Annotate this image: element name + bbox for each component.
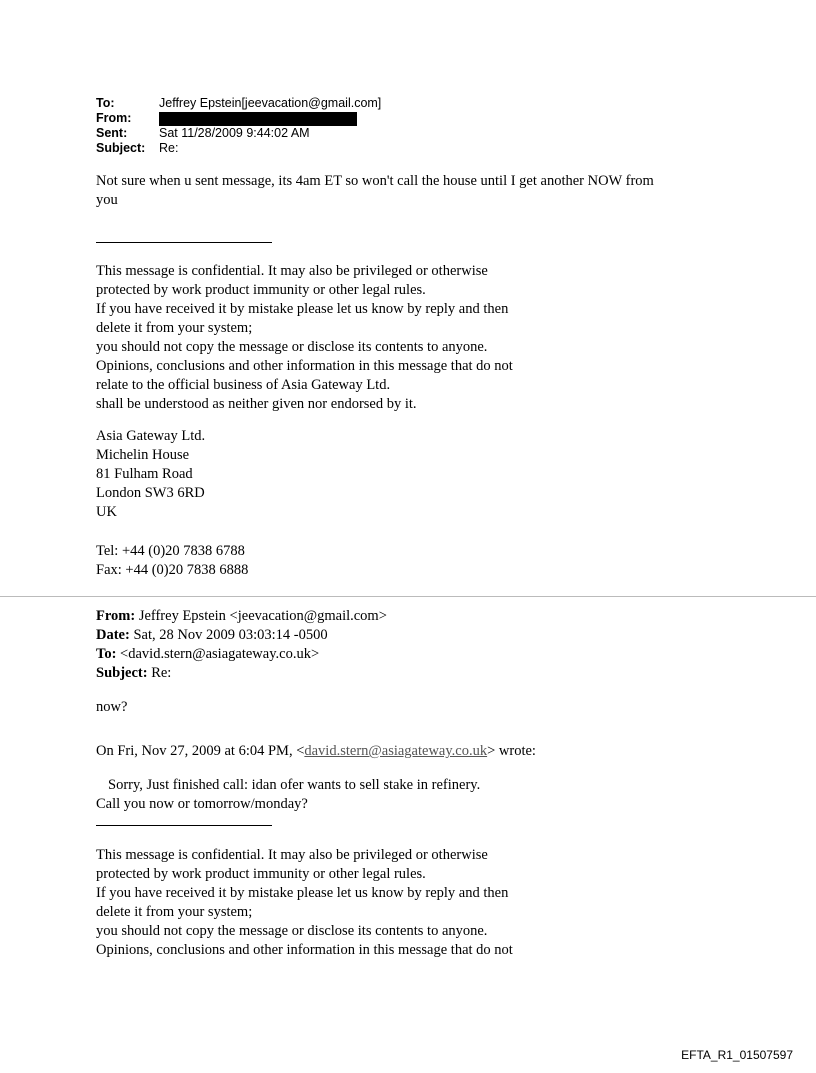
disclaimer-line: shall be understood as neither given nor endorsed by it.: [96, 396, 417, 412]
email-header: [96, 96, 381, 156]
disclaimer-line: If you have received it by mistake please let us know by reply and then: [96, 301, 509, 317]
message-line: Not sure when u sent message, its 4am ET so won't call the house until I get another NOW from: [96, 173, 654, 189]
quoted-attribution: [96, 742, 536, 761]
sent-value: Sat 11/28/2009 9:44:02 AM: [159, 126, 310, 140]
disclaimer-line: This message is confidential. It may also be privileged or otherwise: [96, 263, 488, 279]
disclaimer-line: you should not copy the message or disclose its contents to anyone.: [96, 923, 488, 939]
message-body: [96, 172, 654, 210]
address-line: London SW3 6RD: [96, 485, 205, 501]
quoted-from-label: From:: [96, 608, 136, 624]
company-address: [96, 427, 205, 522]
message-line: you: [96, 192, 118, 208]
reply-line: Sorry, Just finished call: idan ofer wants to sell stake in refinery.: [108, 777, 481, 793]
document-id: EFTA_R1_01507597: [681, 1048, 793, 1062]
quoted-from-value: Jeffrey Epstein <jeevacation@gmail.com>: [135, 608, 387, 624]
disclaimer: [96, 262, 513, 414]
quoted-from-row: [96, 607, 387, 626]
address-line: UK: [96, 504, 117, 520]
subject-label: Subject:: [96, 141, 146, 155]
to-value: Jeffrey Epstein[jeevacation@gmail.com]: [159, 96, 382, 110]
quoted-date-label: Date:: [96, 627, 130, 643]
quoted-subject-label: Subject:: [96, 665, 148, 681]
subject-value: Re:: [159, 141, 179, 155]
attribution-suffix: > wrote:: [487, 743, 536, 759]
redaction-block: [159, 112, 357, 126]
header-sent-row: [96, 126, 381, 141]
disclaimer-line: Opinions, conclusions and other information in this message that do not: [96, 942, 513, 958]
fax-line: Fax: +44 (0)20 7838 6888: [96, 562, 249, 578]
quoted-message: now?: [96, 699, 128, 715]
sent-label: Sent:: [96, 126, 128, 140]
disclaimer-line: protected by work product immunity or other legal rules.: [96, 866, 426, 882]
quoted-date-value: Sat, 28 Nov 2009 03:03:14 -0500: [129, 627, 328, 643]
reply-line: Call you now or tomorrow/monday?: [96, 796, 308, 812]
company-contact: [96, 542, 248, 580]
disclaimer-line: you should not copy the message or disclose its contents to anyone.: [96, 339, 488, 355]
header-subject-row: [96, 141, 381, 156]
from-label: From:: [96, 111, 132, 125]
disclaimer-line: relate to the official business of Asia Gateway Ltd.: [96, 377, 391, 393]
signature-divider-2: [96, 825, 272, 826]
quoted-to-value: <david.stern@asiagateway.co.uk>: [116, 646, 320, 662]
quoted-to-row: [96, 645, 387, 664]
header-from-row: [96, 111, 381, 126]
attribution-prefix: On Fri, Nov 27, 2009 at 6:04 PM, <: [96, 743, 305, 759]
quoted-separator: [0, 596, 816, 597]
tel-line: Tel: +44 (0)20 7838 6788: [96, 543, 245, 559]
quoted-reply: [96, 776, 480, 814]
disclaimer-line: This message is confidential. It may also be privileged or otherwise: [96, 847, 488, 863]
disclaimer-line: protected by work product immunity or other legal rules.: [96, 282, 426, 298]
disclaimer-2: [96, 846, 513, 960]
quoted-header: [96, 607, 387, 683]
quoted-to-label: To:: [96, 646, 117, 662]
disclaimer-line: delete it from your system;: [96, 904, 253, 920]
email-link[interactable]: david.stern@asiagateway.co.uk: [304, 743, 488, 759]
to-label: To:: [96, 96, 115, 110]
disclaimer-line: Opinions, conclusions and other information in this message that do not: [96, 358, 513, 374]
disclaimer-line: delete it from your system;: [96, 320, 253, 336]
signature-divider: [96, 242, 272, 243]
address-line: 81 Fulham Road: [96, 466, 193, 482]
quoted-subject-row: [96, 664, 387, 683]
quoted-subject-value: Re:: [147, 665, 172, 681]
disclaimer-line: If you have received it by mistake please let us know by reply and then: [96, 885, 509, 901]
address-line: Michelin House: [96, 447, 190, 463]
header-to-row: [96, 96, 381, 111]
quoted-date-row: [96, 626, 387, 645]
address-line: Asia Gateway Ltd.: [96, 428, 206, 444]
